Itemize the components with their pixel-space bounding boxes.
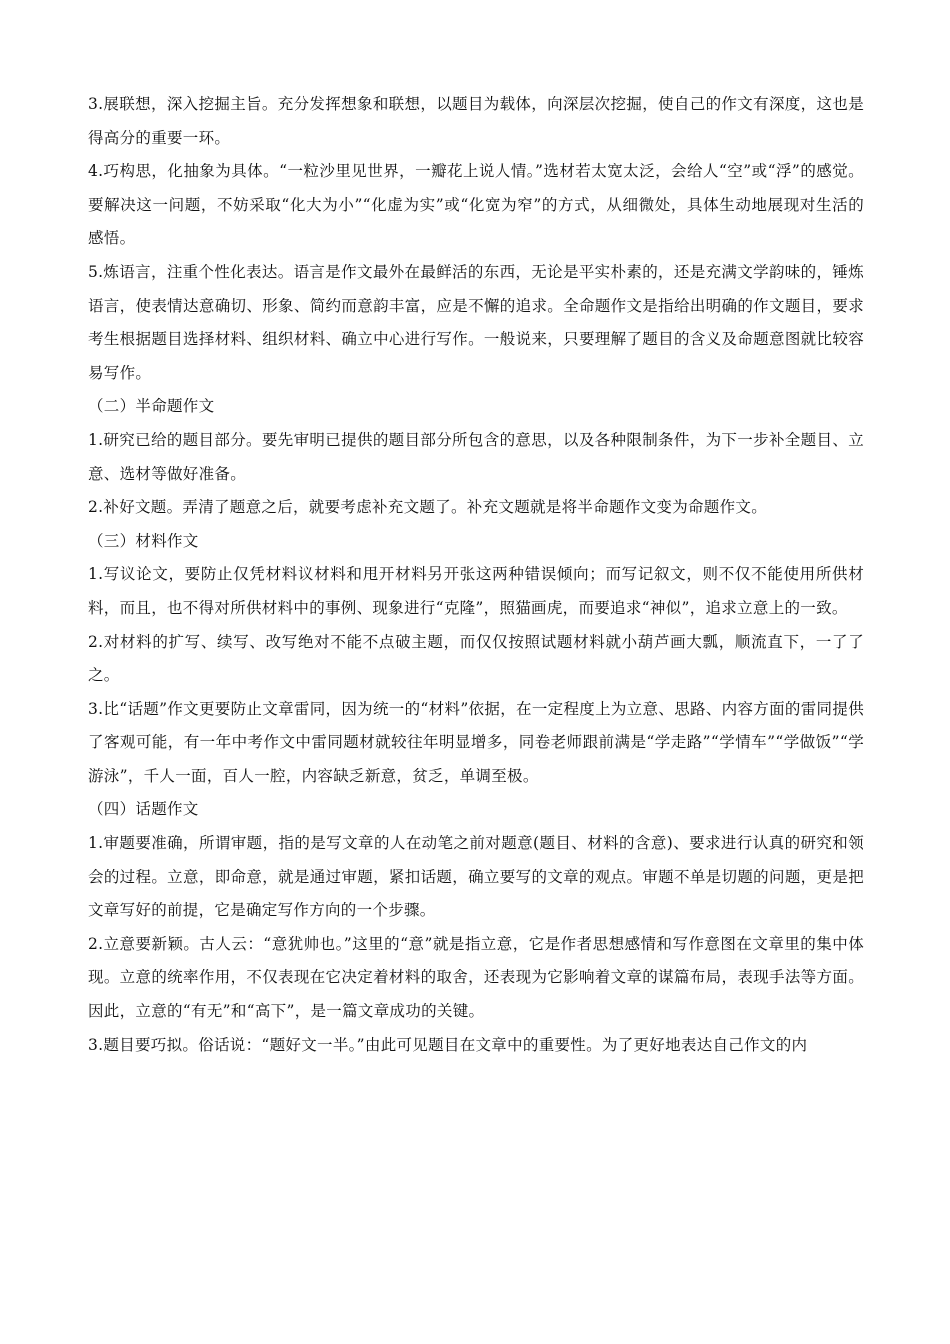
document-page xyxy=(88,88,864,1062)
section-heading-material: （三）材料作文 xyxy=(88,531,199,550)
paragraph-complete-title: 2.补好文题。弄清了题意之后，就要考虑补充文题了。补充文题就是将半命题作文变为命题作文。 xyxy=(88,498,767,517)
paragraph-language: 5.炼语言，注重个性化表达。语言是作文最外在最鲜活的东西，无论是平实朴素的，还是充满文学韵味的，锤炼语言，使表情达意确切、形象、简约而意韵丰富，应是不懈的追求。全命题作文是指给出明确的作文题目，要求考生根据题目选择材料、组织材料、确立中心进行写作。一般说来，只要理解了题目的含义及命题意图就比较容易写作。 xyxy=(88,262,864,382)
paragraph-novel-idea: 2.立意要新颖。古人云：“意犹帅也。”这里的“意”就是指立意，它是作者思想感情和写作意图在文章里的集中体现。立意的统率作用，不仅表现在它决定着材料的取舍，还表现为它影响着文章的谋篇布局，表现手法等方面。因此，立意的“有无”和“高下”，是一篇文章成功的关键。 xyxy=(88,934,864,1021)
paragraph-conception: 4.巧构思，化抽象为具体。“一粒沙里见世界，一瓣花上说人情。”选材若太宽太泛，会给人“空”或“浮”的感觉。要解决这一问题，不妨采取“化大为小”“化虚为实”或“化宽为窄”的方式，从细微处，具体生动地展现对生活的感悟。 xyxy=(88,162,864,248)
section-heading-topic: （四）话题作文 xyxy=(88,800,199,819)
paragraph-expansion: 2.对材料的扩写、续写、改写绝对不能不点破主题，而仅仅按照试题材料就小葫芦画大瓢，顺流直下，一了了之。 xyxy=(88,632,864,685)
paragraph-review-title: 1.审题要准确，所谓审题，指的是写文章的人在动笔之前对题意(题目、材料的含意)、要求进行认真的研究和领会的过程。立意，即命意，就是通过审题，紧扣话题，确立要写的文章的观点。审题不单是切题的问题，更是把文章写好的前提，它是确定写作方向的一个步骤。 xyxy=(88,834,864,920)
paragraph-association: 3.展联想，深入挖掘主旨。充分发挥想象和联想，以题目为载体，向深层次挖掘，使自己的作文有深度，这也是得高分的重要一环。 xyxy=(88,95,864,147)
paragraph-study-title: 1.研究已给的题目部分。要先审明已提供的题目部分所包含的意思，以及各种限制条件，为下一步补全题目、立意、选材等做好准备。 xyxy=(88,430,864,483)
section-heading-half-title: （二）半命题作文 xyxy=(88,397,215,416)
paragraph-argumentative: 1.写议论文，要防止仅凭材料议材料和甩开材料另开张这两种错误倾向；而写记叙文，则不仅不能使用所供材料，而且，也不得对所供材料中的事例、现象进行“克隆”，照猫画虎，而要追求“神似”，追求立意上的一致。 xyxy=(88,565,864,617)
paragraph-clever-title: 3.题目要巧拟。俗话说：“题好文一半。”由此可见题目在文章中的重要性。为了更好地表达自己作文的内 xyxy=(88,1035,808,1054)
paragraph-avoid-similarity: 3.比“话题”作文更要防止文章雷同，因为统一的“材料”依据，在一定程度上为立意、思路、内容方面的雷同提供了客观可能，有一年中考作文中雷同题材就较往年明显增多，同卷老师跟前满是“学走路”“学情车”“学做饭”“学游泳”，千人一面，百人一腔，内容缺乏新意，贫乏，单调至极。 xyxy=(88,699,864,785)
